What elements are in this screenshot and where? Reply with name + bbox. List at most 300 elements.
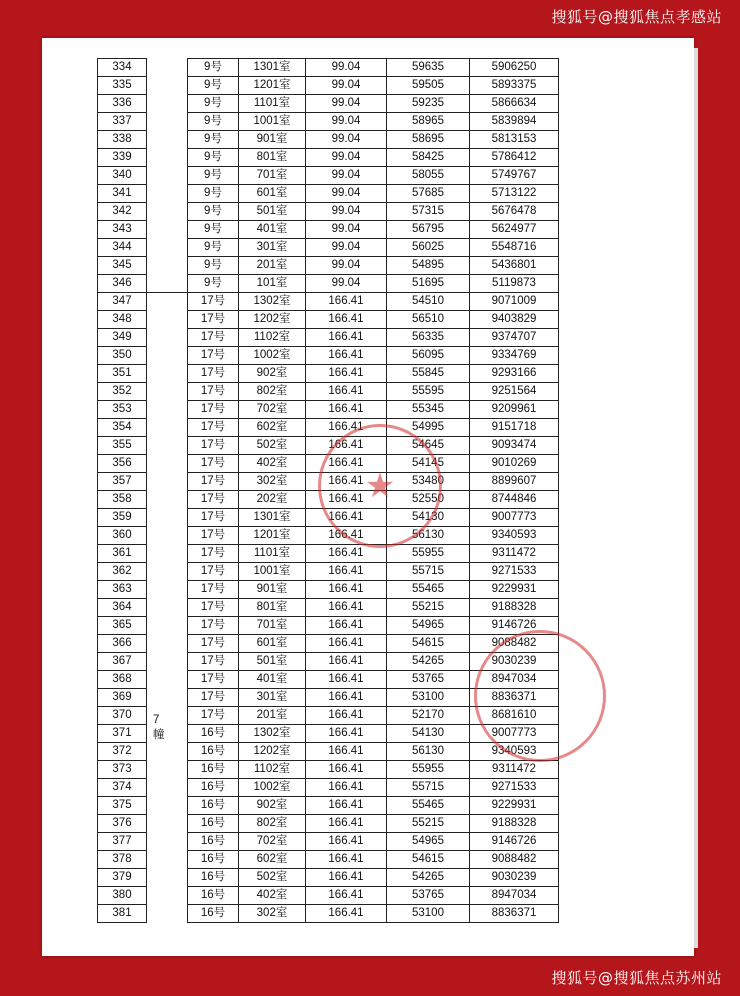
total-price-cell: 8899607 [491,475,537,487]
row-number-column [97,58,147,923]
area-cell: 166.41 [306,383,387,400]
area-cell: 166.41 [306,797,387,814]
total-price-cell: 5893375 [491,79,537,91]
unit-price-cell: 53765 [387,887,470,904]
room-number-cell: 1201室 [239,527,306,544]
area-cell: 166.41 [306,293,387,310]
row-number-cell: 378 [98,851,146,869]
row-number-cell: 377 [98,833,146,851]
building-number-cell: 17号 [188,329,239,346]
total-price-cell: 9271533 [491,781,537,793]
total-price-cell: 9146726 [491,835,537,847]
unit-price-cell: 59635 [387,59,470,76]
building-number-cell: 16号 [188,779,239,796]
building-column [145,58,187,940]
total-price-cell: 5713122 [491,187,537,199]
building-number-cell: 17号 [188,419,239,436]
table-row [188,221,558,239]
table-row [188,761,558,779]
building-number-cell: 16号 [188,869,239,886]
total-price-cell: 9334769 [491,349,537,361]
building-number-cell: 16号 [188,851,239,868]
area-cell: 99.04 [306,203,387,220]
row-number-cell: 357 [98,473,146,491]
area-cell: 166.41 [306,401,387,418]
area-cell: 166.41 [306,437,387,454]
building-number-cell: 9号 [188,221,239,238]
room-number-cell: 401室 [239,221,306,238]
area-cell: 166.41 [306,887,387,904]
unit-price-cell: 54130 [387,509,470,526]
unit-price-cell: 55465 [387,581,470,598]
total-price-cell: 9146726 [491,619,537,631]
room-number-cell: 801室 [239,149,306,166]
unit-price-cell: 54965 [387,617,470,634]
total-price-cell: 8681610 [491,709,537,721]
unit-price-cell: 51695 [387,275,470,292]
area-cell: 166.41 [306,743,387,760]
building-number-cell: 9号 [188,59,239,76]
building-number-cell: 9号 [188,77,239,94]
area-cell: 166.41 [306,581,387,598]
row-number-cell: 348 [98,311,146,329]
watermark-top: 搜狐号@搜狐焦点孝感站 [551,8,722,26]
total-price-cell: 9311472 [492,547,536,559]
unit-price-cell: 58965 [387,113,470,130]
room-number-cell: 602室 [239,419,306,436]
room-number-cell: 1001室 [239,113,306,130]
row-number-cell: 353 [98,401,146,419]
room-number-cell: 1301室 [239,59,306,76]
row-number-cell: 337 [98,113,146,131]
seal-star-icon: ★ [364,467,396,505]
area-cell: 166.41 [306,311,387,328]
building-number-cell: 9号 [188,149,239,166]
row-number-cell: 373 [98,761,146,779]
row-number-cell: 350 [98,347,146,365]
table-row [188,347,558,365]
room-number-cell: 602室 [239,851,306,868]
unit-price-cell: 56130 [387,743,470,760]
building-number-cell: 17号 [188,689,239,706]
row-number-cell: 362 [98,563,146,581]
area-cell: 99.04 [306,77,387,94]
room-number-cell: 702室 [239,401,306,418]
row-number-cell: 374 [98,779,146,797]
row-number-cell: 379 [98,869,146,887]
unit-price-cell: 56095 [387,347,470,364]
room-number-cell: 402室 [239,455,306,472]
area-cell: 99.04 [306,149,387,166]
row-number-cell: 336 [98,95,146,113]
unit-price-cell: 54615 [387,851,470,868]
building-number-cell: 17号 [188,293,239,310]
building-number-cell: 16号 [188,887,239,904]
room-number-cell: 502室 [239,437,306,454]
total-price-cell: 5786412 [491,151,537,163]
building-number-cell: 17号 [188,383,239,400]
total-price-cell: 9093474 [491,439,537,451]
row-number-cell: 370 [98,707,146,725]
room-number-cell: 302室 [239,473,306,490]
area-cell: 166.41 [306,347,387,364]
table-row [188,707,558,725]
area-cell: 166.41 [306,725,387,742]
total-price-cell: 9030239 [491,871,537,883]
row-number-cell: 365 [98,617,146,635]
unit-price-cell: 54510 [387,293,470,310]
unit-price-cell: 55465 [387,797,470,814]
building-number-cell: 9号 [188,185,239,202]
table-row [188,203,558,221]
area-cell: 166.41 [306,671,387,688]
unit-price-cell: 57315 [387,203,470,220]
building-number-cell: 9号 [188,113,239,130]
area-cell: 166.41 [306,599,387,616]
row-number-cell: 342 [98,203,146,221]
total-price-cell: 9088482 [491,853,537,865]
room-number-cell: 202室 [239,491,306,508]
unit-price-cell: 52170 [387,707,470,724]
table-row [188,131,558,149]
total-price-cell: 5839894 [491,115,537,127]
area-cell: 99.04 [306,167,387,184]
total-price-cell: 9151718 [491,421,537,433]
table-row [188,329,558,347]
building-number-cell: 17号 [188,707,239,724]
total-price-cell: 8744846 [491,493,537,505]
row-number-cell: 349 [98,329,146,347]
building-number-cell: 17号 [188,671,239,688]
table-row [188,167,558,185]
area-cell: 166.41 [306,365,387,382]
row-number-cell: 343 [98,221,146,239]
room-number-cell: 1101室 [239,95,306,112]
room-number-cell: 201室 [239,257,306,274]
unit-price-cell: 55345 [387,401,470,418]
total-price-cell: 9374707 [491,331,537,343]
table-row [188,851,558,869]
room-number-cell: 1302室 [239,293,306,310]
room-number-cell: 1101室 [239,545,306,562]
room-number-cell: 901室 [239,131,306,148]
unit-price-cell: 54615 [387,635,470,652]
total-price-cell: 9071009 [491,295,537,307]
unit-price-cell: 59235 [387,95,470,112]
table-row [188,869,558,887]
room-number-cell: 401室 [239,671,306,688]
building-number-cell: 17号 [188,311,239,328]
area-cell: 166.41 [306,473,387,490]
building-number-cell: 16号 [188,725,239,742]
unit-price-cell: 56795 [387,221,470,238]
unit-price-cell: 53765 [387,671,470,688]
room-number-cell: 701室 [239,167,306,184]
area-cell: 166.41 [306,869,387,886]
area-cell: 166.41 [306,905,387,922]
document-page [42,38,694,956]
row-number-cell: 347 [98,293,146,311]
row-number-cell: 366 [98,635,146,653]
building-number-cell: 17号 [188,509,239,526]
room-number-cell: 402室 [239,887,306,904]
room-number-cell: 1002室 [239,347,306,364]
watermark-bottom: 搜狐号@搜狐焦点苏州站 [551,969,722,987]
area-cell: 166.41 [306,455,387,472]
unit-price-cell: 54265 [387,653,470,670]
total-price-cell: 9229931 [491,799,537,811]
building-number-cell: 9号 [188,167,239,184]
unit-price-cell: 54130 [387,725,470,742]
building-number-cell: 17号 [188,401,239,418]
row-number-cell: 372 [98,743,146,761]
total-price-cell: 9340593 [491,745,537,757]
table-row [188,77,558,95]
total-price-cell: 9010269 [491,457,537,469]
table-row [188,797,558,815]
room-number-cell: 1301室 [239,509,306,526]
table-row [188,545,558,563]
building-number-cell: 16号 [188,905,239,922]
row-number-cell: 364 [98,599,146,617]
table-row [188,779,558,797]
total-price-cell: 9293166 [491,367,537,379]
row-number-cell: 335 [98,77,146,95]
area-cell: 166.41 [306,509,387,526]
room-number-cell: 902室 [239,797,306,814]
unit-price-cell: 53100 [387,905,470,922]
building-number-cell: 9号 [188,239,239,256]
total-price-cell: 8947034 [491,673,537,685]
row-number-cell: 339 [98,149,146,167]
building-number-cell: 17号 [188,599,239,616]
building-number-cell: 9号 [188,203,239,220]
total-price-cell: 9007773 [491,511,537,523]
room-number-cell: 1201室 [239,77,306,94]
table-row [188,491,558,509]
row-number-cell: 334 [98,59,146,77]
table-row [188,95,558,113]
table-row [188,563,558,581]
building-number-cell: 17号 [188,653,239,670]
table-row [188,239,558,257]
total-price-cell: 9311472 [492,763,536,775]
room-number-cell: 1102室 [239,329,306,346]
row-number-cell: 354 [98,419,146,437]
area-cell: 99.04 [306,257,387,274]
table-row [188,437,558,455]
building-divider [145,292,187,293]
row-number-cell: 381 [112,907,132,919]
table-row [188,743,558,761]
area-cell: 166.41 [306,419,387,436]
total-price-cell: 5866634 [491,97,537,109]
area-cell: 99.04 [306,95,387,112]
room-number-cell: 1002室 [239,779,306,796]
area-cell: 166.41 [306,779,387,796]
unit-price-cell: 59505 [387,77,470,94]
row-number-cell: 344 [98,239,146,257]
area-cell: 99.04 [306,239,387,256]
unit-price-cell: 53480 [387,473,470,490]
building-label: 7幢 [153,714,165,741]
area-cell: 166.41 [306,329,387,346]
building-number-cell: 17号 [188,563,239,580]
room-number-cell: 201室 [239,707,306,724]
unit-price-cell: 54645 [387,437,470,454]
row-number-cell: 356 [98,455,146,473]
unit-price-cell: 54965 [387,833,470,850]
table-row [188,725,558,743]
row-number-cell: 346 [98,275,146,293]
building-number-cell: 16号 [188,797,239,814]
area-cell: 166.41 [306,617,387,634]
unit-price-cell: 52550 [387,491,470,508]
unit-price-cell: 54895 [387,257,470,274]
area-cell: 166.41 [306,689,387,706]
total-price-cell: 9229931 [491,583,537,595]
row-number-cell: 369 [98,689,146,707]
building-number-cell: 16号 [188,743,239,760]
room-number-cell: 301室 [239,239,306,256]
table-row [188,59,558,77]
room-number-cell: 902室 [239,365,306,382]
table-row [188,113,558,131]
unit-price-cell: 55955 [387,545,470,562]
table-row [188,635,558,653]
building-number-cell: 17号 [188,635,239,652]
area-cell: 99.04 [306,185,387,202]
table-row [188,257,558,275]
total-price-cell: 9251564 [491,385,537,397]
building-number-cell: 17号 [188,545,239,562]
unit-price-cell: 56130 [387,527,470,544]
total-price-cell: 9088482 [491,637,537,649]
table-row [188,833,558,851]
unit-price-cell: 54265 [387,869,470,886]
room-number-cell: 502室 [239,869,306,886]
room-number-cell: 802室 [239,815,306,832]
total-price-cell: 5906250 [491,61,537,73]
room-number-cell: 501室 [239,653,306,670]
total-price-cell: 8947034 [491,889,537,901]
area-cell: 166.41 [306,545,387,562]
table-row [188,401,558,419]
unit-price-cell: 55715 [387,779,470,796]
unit-price-cell: 55215 [387,599,470,616]
row-number-cell: 359 [98,509,146,527]
table-row [188,293,558,311]
total-price-cell: 5624977 [491,223,537,235]
building-number-cell: 17号 [188,617,239,634]
table-row [188,617,558,635]
unit-price-cell: 57685 [387,185,470,202]
building-number-cell: 16号 [188,761,239,778]
unit-price-cell: 55595 [387,383,470,400]
building-number-cell: 16号 [188,815,239,832]
total-price-cell: 9030239 [491,655,537,667]
unit-price-cell: 54145 [387,455,470,472]
area-cell: 99.04 [306,221,387,238]
unit-price-cell: 55215 [387,815,470,832]
row-number-cell: 345 [98,257,146,275]
table-row [188,527,558,545]
area-cell: 166.41 [306,653,387,670]
room-number-cell: 601室 [239,635,306,652]
table-row [188,887,558,905]
area-cell: 166.41 [306,761,387,778]
room-number-cell: 901室 [239,581,306,598]
room-number-cell: 601室 [239,185,306,202]
building-number-cell: 17号 [188,365,239,382]
area-cell: 99.04 [306,131,387,148]
total-price-cell: 5119873 [492,277,536,289]
table-row [188,509,558,527]
unit-price-cell: 55955 [387,761,470,778]
room-number-cell: 301室 [239,689,306,706]
room-number-cell: 1001室 [239,563,306,580]
building-number-cell: 9号 [188,275,239,292]
row-number-cell: 363 [98,581,146,599]
unit-price-cell: 53100 [387,689,470,706]
row-number-cell: 361 [98,545,146,563]
table-row [188,275,558,293]
unit-price-cell: 58055 [387,167,470,184]
unit-price-cell: 55715 [387,563,470,580]
total-price-cell: 9209961 [491,403,537,415]
building-number-cell: 17号 [188,527,239,544]
table-row [188,815,558,833]
total-price-cell: 9271533 [491,565,537,577]
row-number-cell: 360 [98,527,146,545]
building-number-cell: 17号 [188,491,239,508]
unit-price-cell: 56335 [387,329,470,346]
total-price-cell: 9340593 [491,529,537,541]
area-cell: 166.41 [306,491,387,508]
unit-price-cell: 56025 [387,239,470,256]
area-cell: 166.41 [306,815,387,832]
unit-price-cell: 56510 [387,311,470,328]
row-number-cell: 338 [98,131,146,149]
table-row [188,599,558,617]
building-number-cell: 17号 [188,437,239,454]
area-cell: 166.41 [306,635,387,652]
building-number-cell: 17号 [188,473,239,490]
area-cell: 99.04 [306,275,387,292]
building-number-cell: 9号 [188,257,239,274]
room-number-cell: 801室 [239,599,306,616]
unit-price-cell: 58695 [387,131,470,148]
table-row [188,653,558,671]
building-number-cell: 9号 [188,95,239,112]
unit-price-cell: 55845 [387,365,470,382]
unit-price-cell: 58425 [387,149,470,166]
row-number-cell: 371 [98,725,146,743]
row-number-cell: 341 [98,185,146,203]
table-row [188,581,558,599]
table-row [188,311,558,329]
room-number-cell: 701室 [239,617,306,634]
table-row [188,365,558,383]
room-number-cell: 1202室 [239,743,306,760]
room-number-cell: 101室 [239,275,306,292]
row-number-cell: 355 [98,437,146,455]
unit-price-cell: 54995 [387,419,470,436]
row-number-cell: 376 [98,815,146,833]
total-price-cell: 9403829 [491,313,537,325]
table-row [188,671,558,689]
room-number-cell: 1102室 [239,761,306,778]
